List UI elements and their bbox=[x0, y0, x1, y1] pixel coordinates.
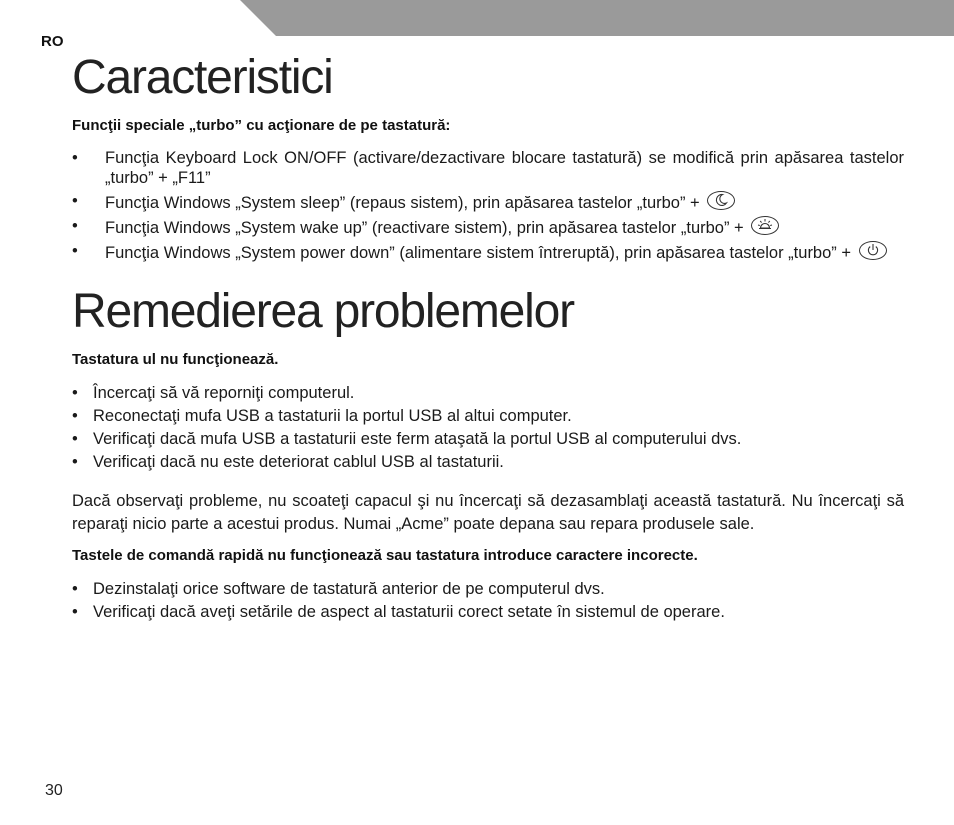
feature-text: Funcţia Windows „System power down” (alimentare sistem întreruptă), prin apăsarea tastelor „turbo” + bbox=[105, 244, 856, 262]
features-title: Caracteristici bbox=[72, 51, 333, 104]
list-item bbox=[72, 241, 904, 263]
feature-text: Funcţia Windows „System sleep” (repaus sistem), prin apăsarea tastelor „turbo” + bbox=[105, 194, 705, 212]
section2-list bbox=[72, 578, 904, 623]
sun-icon bbox=[751, 216, 779, 235]
list-item bbox=[72, 216, 904, 238]
list-item: • Verificaţi dacă mufa USB a tastaturii este ferm ataşată la portul USB al computerului dvs. bbox=[72, 428, 904, 450]
header-band bbox=[240, 0, 954, 36]
feature-text: Funcţia Windows „System wake up” (reactivare sistem), prin apăsarea tastelor „turbo” + bbox=[105, 219, 749, 237]
warning-paragraph: Dacă observaţi probleme, nu scoateţi capacul şi nu încercaţi să dezasamblaţi această tastatură. Nu încercaţi să reparaţi nicio parte a acestui produs. Numai „Acme” poate depana sau repara produsele sale. bbox=[72, 492, 904, 533]
page-content bbox=[72, 50, 904, 624]
language-code: RO bbox=[41, 33, 64, 50]
feature-text: Funcţia Keyboard Lock ON/OFF (activare/dezactivare blocare tastatură) se modifică prin apăsarea tastelor „turbo” + „F11” bbox=[105, 149, 904, 187]
list-item: • Reconectaţi mufa USB a tastaturii la portul USB al altui computer. bbox=[72, 405, 904, 427]
list-item: • Dezinstalaţi orice software de tastatură anterior de pe computerul dvs. bbox=[72, 578, 904, 600]
troubleshooting-title: Remedierea problemelor bbox=[72, 285, 574, 338]
section1-heading: Tastatura ul nu funcţionează. bbox=[72, 351, 279, 368]
section1-list bbox=[72, 382, 904, 473]
list-item: • Încercaţi să vă reporniţi computerul. bbox=[72, 382, 904, 404]
list-item: • Verificaţi dacă aveţi setările de aspect al tastaturii corect setate în sistemul de operare. bbox=[72, 601, 904, 623]
power-icon bbox=[859, 241, 887, 260]
list-item: • Verificaţi dacă nu este deteriorat cablul USB al tastaturii. bbox=[72, 451, 904, 473]
page-number: 30 bbox=[45, 782, 63, 799]
features-list bbox=[72, 148, 904, 263]
list-item bbox=[72, 148, 904, 188]
list-item bbox=[72, 191, 904, 213]
moon-icon bbox=[707, 191, 735, 210]
features-subtitle: Funcţii speciale „turbo” cu acţionare de pe tastatură: bbox=[72, 117, 451, 134]
section2-heading: Tastele de comandă rapidă nu funcţionează sau tastatura introduce caractere incorecte. bbox=[72, 547, 698, 564]
